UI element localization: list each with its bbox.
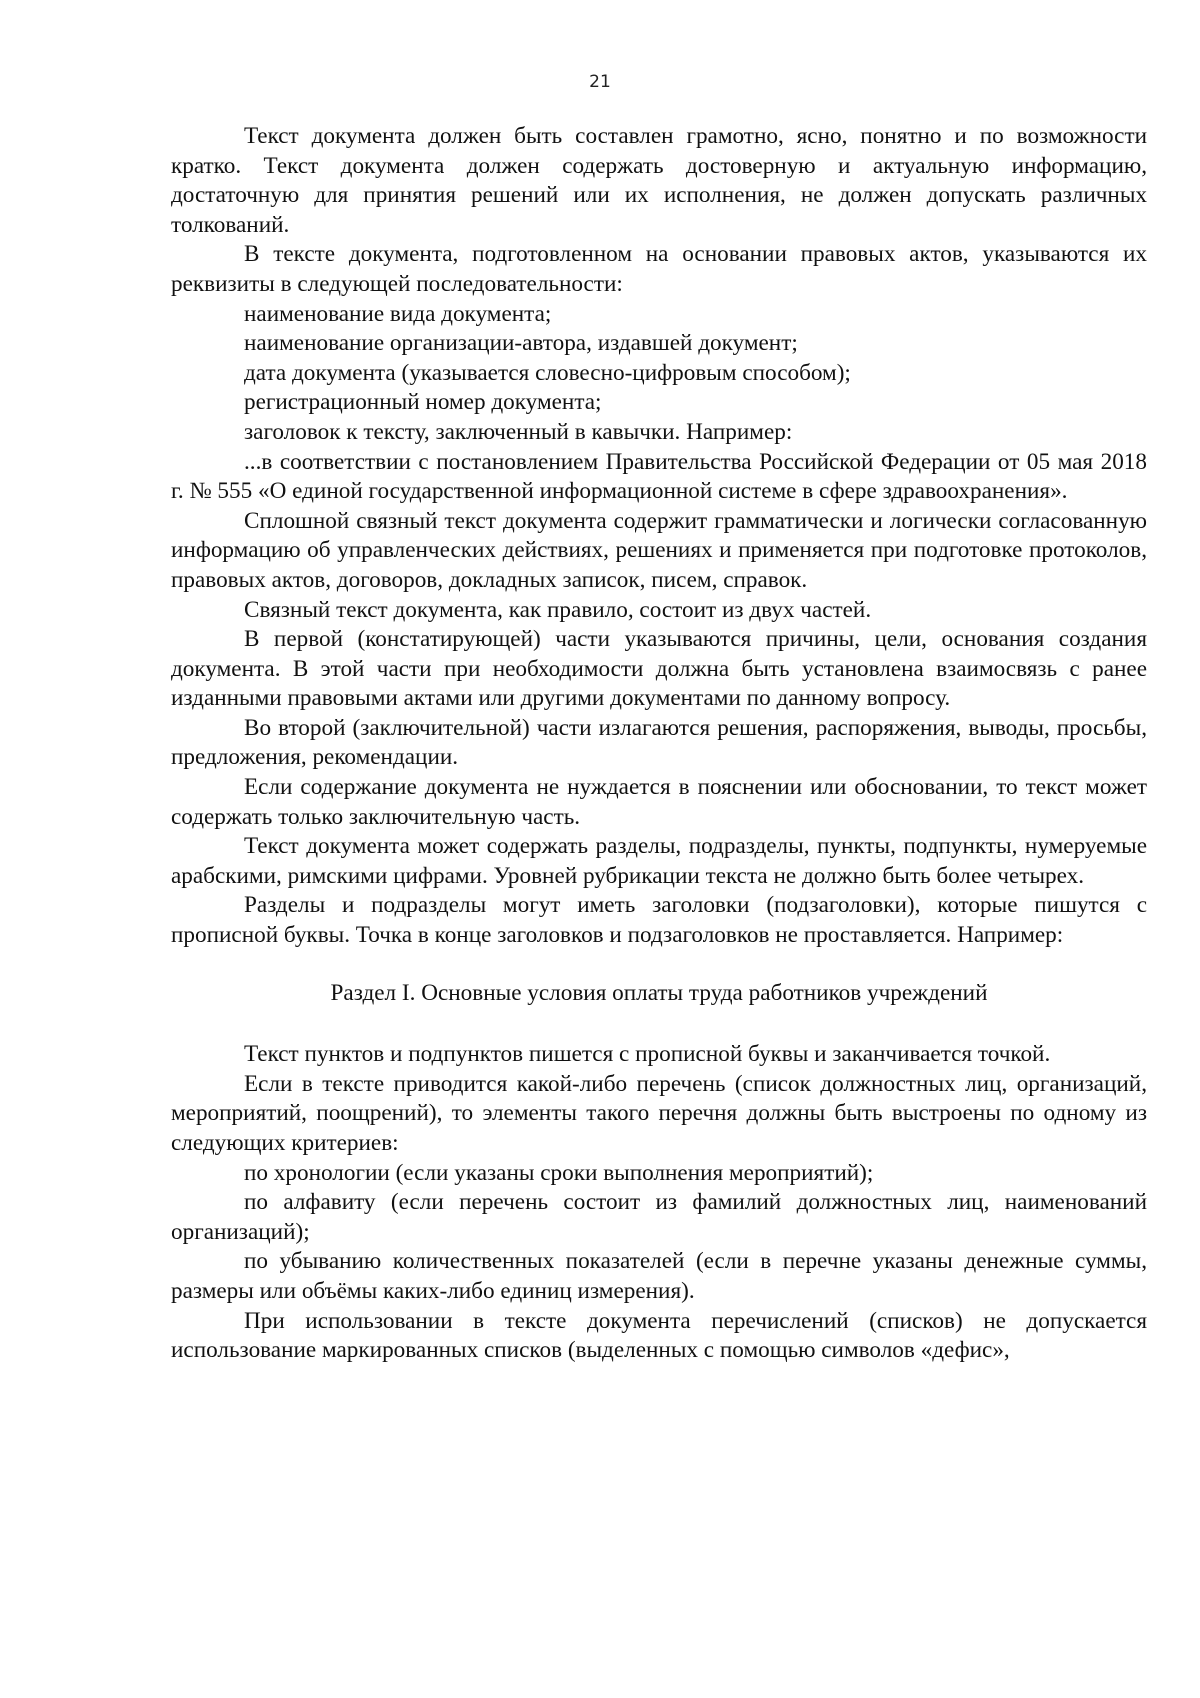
paragraph: Текст пунктов и подпунктов пишется с прописной буквы и заканчивается точкой.: [244, 1041, 1051, 1068]
list-item: заголовок к тексту, заключенный в кавычки. Например:: [244, 418, 793, 445]
paragraph: Если содержание документа не нуждается в пояснении или обосновании, то текст может содержать только заключительную часть.: [171, 774, 1147, 830]
list-item: наименование организации-автора, издавшей документ;: [244, 330, 798, 357]
paragraph: Сплошной связный текст документа содержит грамматически и логически согласованную информацию об управленческих действиях, решениях и применяется при подготовке протоколов, правовых актов, договоров, докладных записок, писем, справок.: [171, 507, 1147, 593]
paragraph: В первой (констатирующей) части указываются причины, цели, основания создания документа. В этой части при необходимости должна быть установлена взаимосвязь с ранее изданными правовыми актами или другими документами по данному вопросу.: [171, 626, 1147, 712]
paragraph: Связный текст документа, как правило, состоит из двух частей.: [244, 596, 872, 623]
paragraph: Текст документа может содержать разделы, подразделы, пункты, подпункты, нумеруемые арабскими, римскими цифрами. Уровней рубрикации текста не должно быть более четырех.: [171, 833, 1147, 889]
paragraph: В тексте документа, подготовленном на основании правовых актов, указываются их реквизиты в следующей последовательности:: [171, 241, 1147, 297]
document-body: [171, 122, 1147, 1366]
page-number: 21: [589, 72, 611, 92]
paragraph: Текст документа должен быть составлен грамотно, ясно, понятно и по возможности кратко. Текст документа должен содержать достоверную и актуальную информацию, достаточную для принятия решений или их исполнения, не должен допускать различных толкований.: [171, 123, 1147, 238]
paragraph: Разделы и подразделы могут иметь заголовки (подзаголовки), которые пишутся с прописной буквы. Точка в конце заголовков и подзаголовков не проставляется. Например:: [171, 892, 1147, 949]
paragraph: Во второй (заключительной) части излагаются решения, распоряжения, выводы, просьбы, предложения, рекомендации.: [171, 714, 1147, 771]
section-heading: Раздел I. Основные условия оплаты труда работников учреждений: [330, 979, 988, 1006]
list-item: по хронологии (если указаны сроки выполнения мероприятий);: [244, 1159, 874, 1186]
list-item: регистрационный номер документа;: [244, 389, 602, 416]
list-item: наименование вида документа;: [244, 300, 552, 327]
paragraph: Если в тексте приводится какой-либо перечень (список должностных лиц, организаций, мероприятий, поощрений), то элементы такого перечня должны быть выстроены по одному из следующих критериев:: [171, 1070, 1147, 1156]
list-item: по убыванию количественных показателей (если в перечне указаны денежные суммы, размеры или объёмы каких-либо единиц измерения).: [171, 1248, 1147, 1304]
list-item: по алфавиту (если перечень состоит из фамилий должностных лиц, наименований организаций);: [171, 1189, 1147, 1245]
list-item: дата документа (указывается словесно-цифровым способом);: [244, 359, 851, 386]
paragraph: При использовании в тексте документа перечислений (списков) не допускается использование маркированных списков (выделенных с помощью символов «дефис»,: [171, 1307, 1147, 1364]
example-quote: ...в соответствии с постановлением Правительства Российской Федерации от 05 мая 2018 г. № 555 «О единой государственной информационной системе в сфере здравоохранения».: [171, 448, 1147, 505]
